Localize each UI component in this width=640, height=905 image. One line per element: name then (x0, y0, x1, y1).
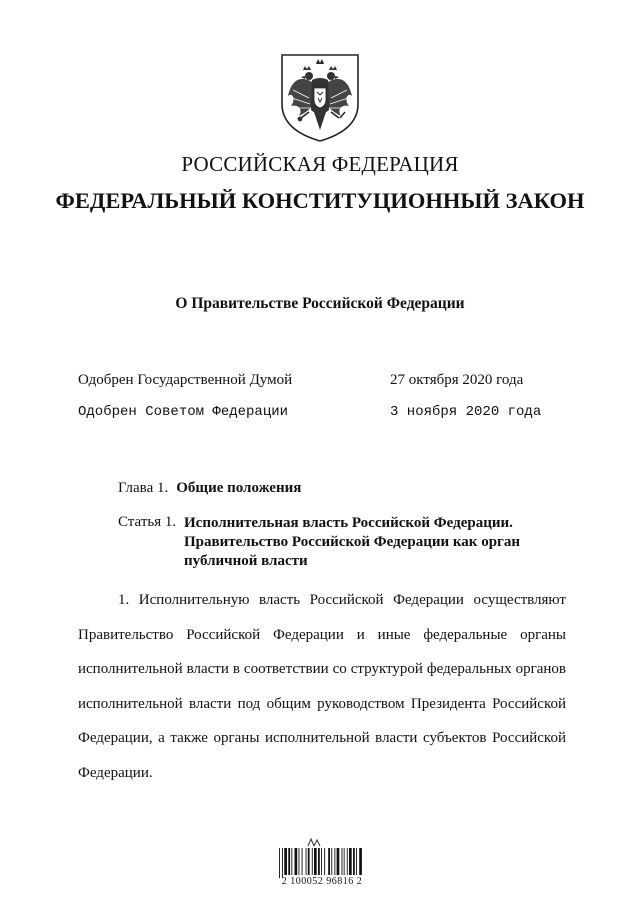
document-type: ФЕДЕРАЛЬНЫЙ КОНСТИТУЦИОННЫЙ ЗАКОН (55, 188, 585, 213)
approval-council-label: Одобрен Советом Федерации (78, 404, 289, 420)
approval-duma-date: 27 октября 2020 года (390, 372, 524, 388)
article-number: Статья 1. (118, 514, 177, 530)
article-title-line: Исполнительная власть Российской Федерации. (184, 515, 513, 531)
article-paragraph: 1. Исполнительную власть Российской Федерации осуществляют Правительство Российской Федерации и иные федеральные органы исполнительной власти в соответствии со структурой федеральных органов исполнительной власти под общим руководством Президента Российской Федерации, а также органы исполнительной власти субъектов Российской Федерации. (78, 592, 566, 781)
approval-duma-label: Одобрен Государственной Думой (78, 372, 293, 388)
chapter-heading (118, 480, 301, 497)
approval-council-date: 3 ноября 2020 года (390, 404, 542, 420)
barcode-icon (278, 848, 364, 878)
article-title (184, 514, 544, 571)
article-title-line: Правительство Российской Федерации как орган (184, 534, 520, 550)
country-name: РОССИЙСКАЯ ФЕДЕРАЦИЯ (181, 152, 459, 176)
document-title: О Правительстве Российской Федерации (175, 295, 465, 312)
chapter-number: Глава 1. (118, 480, 169, 496)
russian-coat-of-arms-icon (279, 52, 361, 144)
article-title-line: публичной власти (184, 553, 308, 569)
print-mark-icon (307, 837, 321, 847)
chapter-title: Общие положения (176, 480, 302, 496)
barcode-number: 2 100052 96816 2 (281, 876, 363, 887)
